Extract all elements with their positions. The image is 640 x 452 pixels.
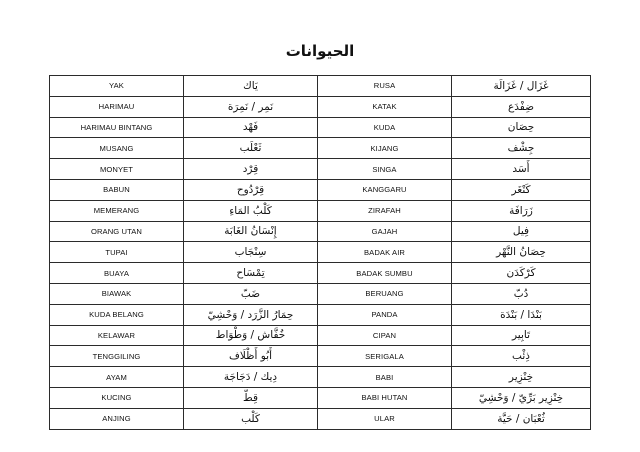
arabic-word-cell: نَمِر / نَمِرَة: [184, 96, 318, 117]
malay-word-cell: CIPAN: [318, 325, 452, 346]
malay-word-cell: ZIRAFAH: [318, 200, 452, 221]
table-row: [50, 117, 591, 138]
arabic-word-cell: قِرْدُوح: [184, 179, 318, 200]
arabic-word-cell: جِشْف: [452, 138, 591, 159]
table-row: [50, 138, 591, 159]
arabic-word-cell: خِنْزِير بَرِّيّ / وَحْشِيّ: [452, 387, 591, 408]
table-row: [50, 179, 591, 200]
malay-word-cell: TUPAI: [50, 242, 184, 263]
malay-word-cell: HARIMAU BINTANG: [50, 117, 184, 138]
table-row: [50, 242, 591, 263]
malay-word-cell: KUDA: [318, 117, 452, 138]
table-row: [50, 159, 591, 180]
malay-word-cell: KANGGARU: [318, 179, 452, 200]
arabic-word-cell: تَابِير: [452, 325, 591, 346]
malay-word-cell: SERIGALA: [318, 346, 452, 367]
malay-word-cell: RUSA: [318, 76, 452, 97]
table-row: [50, 408, 591, 429]
arabic-word-cell: حِمَارُ الزَّرَد / وَحْشِيّ: [184, 304, 318, 325]
malay-word-cell: YAK: [50, 76, 184, 97]
malay-word-cell: MONYET: [50, 159, 184, 180]
malay-word-cell: BUAYA: [50, 263, 184, 284]
arabic-word-cell: فِيل: [452, 221, 591, 242]
malay-word-cell: ORANG UTAN: [50, 221, 184, 242]
arabic-word-cell: كَنْغَر: [452, 179, 591, 200]
arabic-word-cell: حِصَان: [452, 117, 591, 138]
arabic-word-cell: ذِئْب: [452, 346, 591, 367]
table-row: [50, 367, 591, 388]
arabic-word-cell: قِطّ: [184, 387, 318, 408]
table-row: [50, 387, 591, 408]
table-row: [50, 304, 591, 325]
arabic-word-cell: قِرْد: [184, 159, 318, 180]
arabic-word-cell: كَرْكَدَن: [452, 263, 591, 284]
malay-word-cell: GAJAH: [318, 221, 452, 242]
arabic-word-cell: دُبّ: [452, 283, 591, 304]
malay-word-cell: BABUN: [50, 179, 184, 200]
arabic-word-cell: إِنْسَانُ الغَابَة: [184, 221, 318, 242]
malay-word-cell: BADAK SUMBU: [318, 263, 452, 284]
vocabulary-table: [49, 75, 591, 430]
malay-word-cell: BADAK AIR: [318, 242, 452, 263]
arabic-word-cell: أَبُو أَظْلَاف: [184, 346, 318, 367]
malay-word-cell: KUCING: [50, 387, 184, 408]
arabic-word-cell: فَهْد: [184, 117, 318, 138]
vocabulary-table-body: [50, 76, 591, 430]
malay-word-cell: BIAWAK: [50, 283, 184, 304]
arabic-word-cell: تِمْسَاح: [184, 263, 318, 284]
table-row: [50, 96, 591, 117]
arabic-word-cell: زَرَافَة: [452, 200, 591, 221]
arabic-word-cell: أَسَد: [452, 159, 591, 180]
arabic-word-cell: ثُعْبَان / حَيَّة: [452, 408, 591, 429]
malay-word-cell: KUDA BELANG: [50, 304, 184, 325]
malay-word-cell: MUSANG: [50, 138, 184, 159]
table-row: [50, 200, 591, 221]
malay-word-cell: KIJANG: [318, 138, 452, 159]
malay-word-cell: ANJING: [50, 408, 184, 429]
malay-word-cell: ULAR: [318, 408, 452, 429]
arabic-word-cell: كَلْبُ المَاءِ: [184, 200, 318, 221]
table-row: [50, 263, 591, 284]
arabic-word-cell: ضِفْدَع: [452, 96, 591, 117]
arabic-word-cell: دِيك / دَجَاجَة: [184, 367, 318, 388]
arabic-word-cell: ضَبّ: [184, 283, 318, 304]
malay-word-cell: BERUANG: [318, 283, 452, 304]
malay-word-cell: TENGGILING: [50, 346, 184, 367]
table-row: [50, 325, 591, 346]
malay-word-cell: PANDA: [318, 304, 452, 325]
malay-word-cell: HARIMAU: [50, 96, 184, 117]
malay-word-cell: AYAM: [50, 367, 184, 388]
malay-word-cell: MEMERANG: [50, 200, 184, 221]
arabic-word-cell: يَاك: [184, 76, 318, 97]
arabic-word-cell: كَلْب: [184, 408, 318, 429]
arabic-word-cell: خِنْزِير: [452, 367, 591, 388]
page-title: الحيوانات: [285, 42, 355, 60]
arabic-word-cell: خُفَّاش / وَطْوَاط: [184, 325, 318, 346]
arabic-word-cell: بَنْدَا / بَنْدَة: [452, 304, 591, 325]
table-row: [50, 346, 591, 367]
malay-word-cell: KATAK: [318, 96, 452, 117]
arabic-word-cell: غَزَال / غَزَالَة: [452, 76, 591, 97]
table-row: [50, 221, 591, 242]
arabic-word-cell: حِصَانُ النَّهْر: [452, 242, 591, 263]
table-row: [50, 76, 591, 97]
table-row: [50, 283, 591, 304]
arabic-word-cell: سِنْجَاب: [184, 242, 318, 263]
malay-word-cell: BABI HUTAN: [318, 387, 452, 408]
malay-word-cell: SINGA: [318, 159, 452, 180]
malay-word-cell: BABI: [318, 367, 452, 388]
malay-word-cell: KELAWAR: [50, 325, 184, 346]
arabic-word-cell: ثَعْلَب: [184, 138, 318, 159]
